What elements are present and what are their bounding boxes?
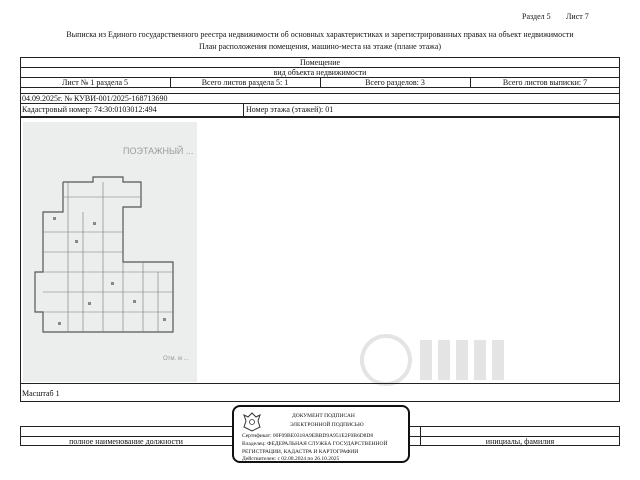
initials-label: инициалы, фамилия bbox=[485, 437, 555, 446]
floor-plan-image bbox=[23, 122, 197, 382]
sheets-section-cell: Всего листов раздела 5: 1 bbox=[201, 78, 289, 87]
signed-line2: ЭЛЕКТРОННОЙ ПОДПИСЬЮ bbox=[290, 422, 364, 428]
watermark-logo bbox=[350, 330, 550, 390]
document-subtitle: План расположения помещения, машино-места на этаже (плане этажа) bbox=[198, 42, 442, 51]
certificate-owner: Владелец: ФЕДЕРАЛЬНАЯ СЛУЖБА ГОСУДАРСТВЕННОЙ bbox=[242, 441, 388, 447]
object-type-label: вид объекта недвижимости bbox=[273, 68, 367, 77]
certificate-number: Сертификат: 00F09BE0318A9EBBD9A951E2F0B6D8D8 bbox=[242, 433, 374, 439]
sheet-no-cell: Лист № 1 раздела 5 bbox=[61, 78, 129, 87]
position-label: полное наименование должности bbox=[69, 437, 183, 446]
document-title: Выписка из Единого государственного реестра недвижимости об основных характеристиках и зарегистрированных правах на объект недвижимости bbox=[66, 30, 574, 39]
certificate-owner-cont: РЕГИСТРАЦИИ, КАДАСТРА И КАРТОГРАФИИ bbox=[242, 449, 359, 455]
e-signature-stamp bbox=[232, 405, 410, 463]
section-number: Раздел 5 bbox=[522, 12, 551, 21]
plan-footer-note: Отм. м ... bbox=[163, 356, 189, 362]
certificate-validity: Действителен: с 02.08.2024 по 26.10.2025 bbox=[242, 456, 340, 462]
floor-number: Номер этажа (этажей): 01 bbox=[246, 105, 334, 114]
signed-line1: ДОКУМЕНТ ПОДПИСАН bbox=[292, 413, 355, 419]
scale-label: Масштаб 1 bbox=[22, 389, 60, 398]
sheets-total-cell: Всего листов выписки: 7 bbox=[502, 78, 588, 87]
cadastral-number: Кадастровый номер: 74:30:0103012:494 bbox=[22, 105, 157, 114]
coat-of-arms-icon bbox=[242, 411, 262, 433]
plan-heading: ПОЭТАЖНЫЙ ... bbox=[123, 146, 194, 156]
object-type-value: Помещение bbox=[299, 58, 341, 67]
sheet-number: Лист 7 bbox=[566, 12, 589, 21]
sections-total-cell: Всего разделов: 3 bbox=[365, 78, 425, 87]
date-number: 04.09.2025г. № КУВИ-001/2025-168713690 bbox=[22, 94, 168, 103]
